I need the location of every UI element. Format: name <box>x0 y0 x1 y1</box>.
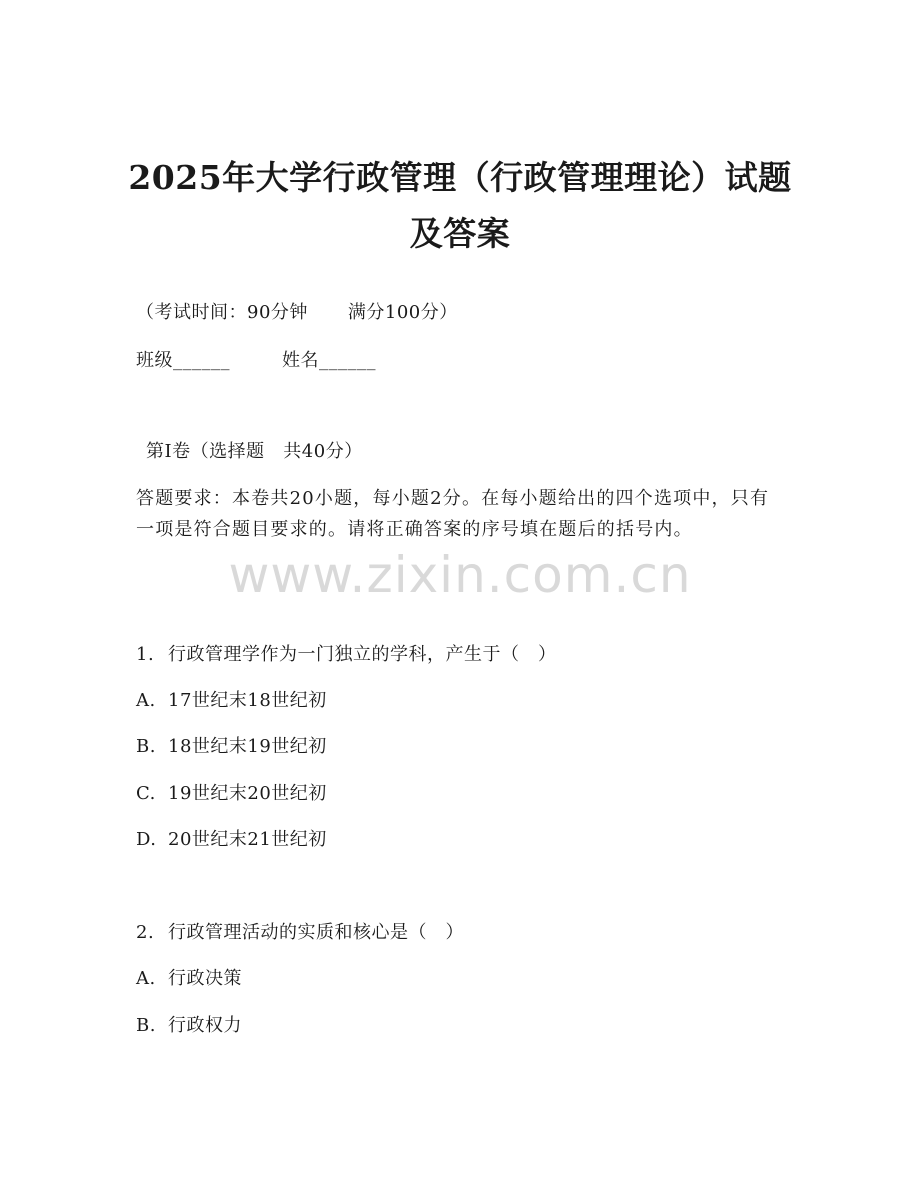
exam-time: （考试时间：90分钟 <box>136 302 308 323</box>
option-letter: A. <box>136 690 156 711</box>
option-text: 20世纪末21世纪初 <box>168 829 327 850</box>
section-heading <box>146 437 363 467</box>
class-field: 班级______ <box>136 350 230 371</box>
option-letter: B. <box>136 736 156 757</box>
option-letter: B. <box>136 1015 156 1036</box>
option-letter: A. <box>136 968 156 989</box>
option-letter: D. <box>136 829 157 850</box>
question-2 <box>136 918 464 948</box>
option-2a <box>136 964 242 994</box>
title-line-2: 及答案 <box>409 214 511 253</box>
question-text: 行政管理活动的实质和核心是（ ） <box>168 922 464 943</box>
watermark: www.zixin.com.cn <box>228 546 692 604</box>
question-text: 行政管理学作为一门独立的学科，产生于（ ） <box>168 644 557 665</box>
section-total: 共40分） <box>283 441 363 462</box>
question-number: 2. <box>136 922 155 943</box>
page-title <box>60 150 860 262</box>
exam-score: 满分100分） <box>347 302 458 323</box>
option-text: 17世纪末18世纪初 <box>168 690 327 711</box>
option-2b <box>136 1011 242 1041</box>
student-info <box>136 346 376 376</box>
option-1a <box>136 686 327 716</box>
option-1c <box>136 779 327 809</box>
title-line-1: 2025年大学行政管理（行政管理理论）试题 <box>128 158 792 197</box>
question-number: 1. <box>136 644 155 665</box>
question-1 <box>136 640 557 670</box>
exam-info <box>136 298 458 328</box>
section-title: 第Ⅰ卷（选择题 <box>146 441 265 462</box>
option-text: 行政决策 <box>168 968 242 989</box>
answer-instructions: 答题要求：本卷共20小题，每小题2分。在每小题给出的四个选项中，只有一项是符合题目要求的。请将正确答案的序号填在题后的括号内。 <box>136 488 770 540</box>
option-1b <box>136 732 327 762</box>
option-text: 行政权力 <box>168 1015 242 1036</box>
option-1d <box>136 825 327 855</box>
option-text: 19世纪末20世纪初 <box>168 783 327 804</box>
name-field: 姓名______ <box>282 350 376 371</box>
option-text: 18世纪末19世纪初 <box>168 736 327 757</box>
option-letter: C. <box>136 783 156 804</box>
